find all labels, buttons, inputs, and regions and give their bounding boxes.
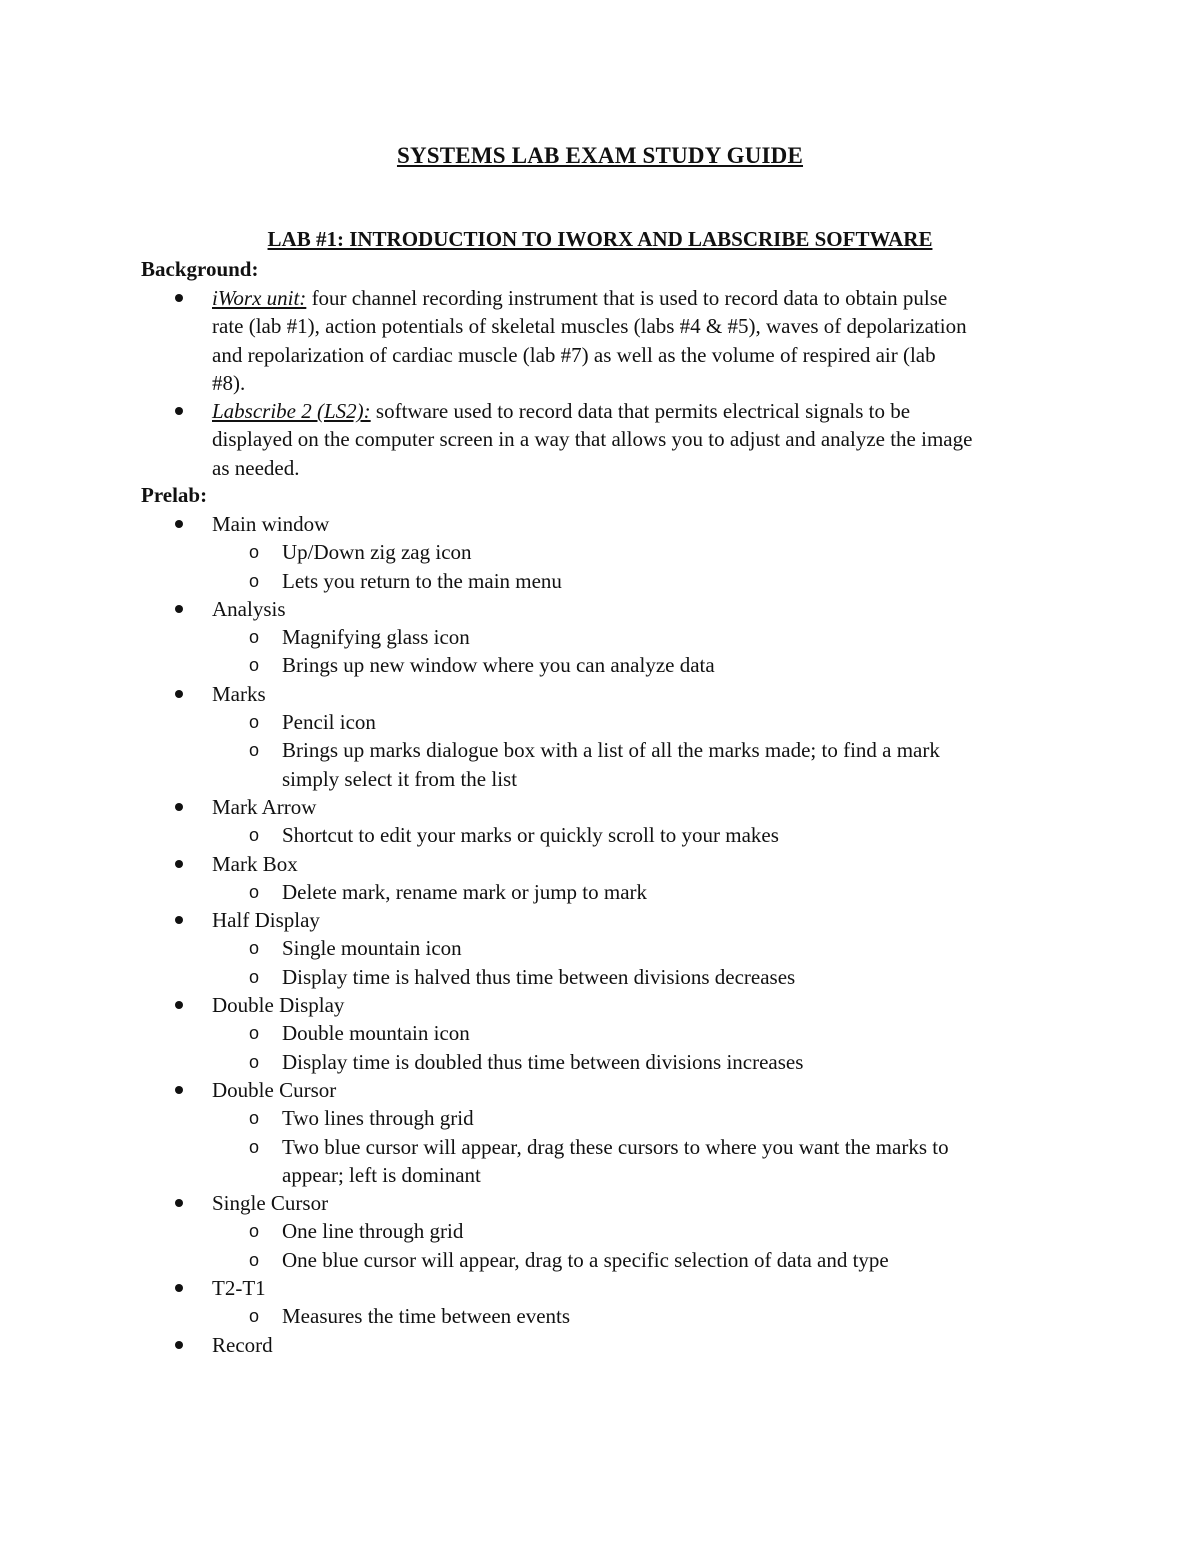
bullet-icon [175,690,183,698]
bullet-icon [175,1284,183,1292]
sub-bullet-icon: o [249,1051,260,1072]
sub-item-text: Delete mark, rename mark or jump to mark [282,879,648,904]
sub-item [0,878,1200,906]
sub-item-text: Measures the time between events [282,1304,571,1329]
sub-item [0,567,1200,595]
sub-item-text: Display time is doubled thus time between divisions increases [282,1049,804,1074]
list-item [0,397,1200,425]
sub-item [0,623,1200,651]
sub-bullet-icon: o [249,570,260,591]
list-item [0,850,1200,878]
list-item-label: Mark Arrow [212,794,317,819]
sub-bullet-icon: o [249,1249,260,1270]
list-item [0,906,1200,934]
prelab-heading: Prelab: [141,483,208,507]
list-item-label: Analysis [212,596,286,621]
sub-item-text: One line through grid [282,1219,464,1244]
list-item-label: Record [212,1332,273,1357]
sub-bullet-icon: o [249,881,260,902]
sub-item [0,1246,1200,1274]
list-item-continuation: and repolarization of cardiac muscle (lab #7) as well as the volume of respired air (lab [212,342,936,367]
sub-bullet-icon: o [249,740,260,761]
list-item-continuation: as needed. [212,455,300,480]
list-item [0,1331,1200,1359]
sub-bullet-icon: o [249,938,260,959]
sub-item [0,651,1200,679]
sub-item-continuation [0,765,1200,793]
sub-item-text: Shortcut to edit your marks or quickly scroll to your makes [282,823,779,848]
bullet-icon [175,916,183,924]
sub-item [0,736,1200,764]
bullet-icon [175,605,183,613]
sub-item-text: Brings up marks dialogue box with a list of all the marks made; to find a mark [282,738,940,763]
bullet-icon [175,1086,183,1094]
bullet-icon [175,1199,183,1207]
sub-bullet-icon: o [249,966,260,987]
sub-item-text: Lets you return to the main menu [282,568,562,593]
list-item-label: Double Display [212,993,345,1018]
document-title: SYSTEMS LAB EXAM STUDY GUIDE [396,143,804,168]
list-item-text: iWorx unit: four channel recording instrument that is used to record data to obtain pulse [212,286,948,310]
term-labscribe: Labscribe 2 (LS2): [212,399,371,424]
bullet-icon [175,294,183,302]
list-item-label: Main window [212,512,330,536]
list-item-continuation: #8). [212,370,246,395]
sub-item [0,821,1200,849]
sub-item [0,1133,1200,1161]
sub-item-text: Display time is halved thus time between divisions decreases [282,964,796,989]
list-item [0,793,1200,821]
list-item [0,595,1200,623]
bullet-icon [175,803,183,811]
list-item-continuation: displayed on the computer screen in a way that allows you to adjust and analyze the image [212,427,973,452]
sub-item-text: Single mountain icon [282,936,462,961]
prelab-list [0,510,1200,1359]
sub-item [0,538,1200,566]
sub-item [0,963,1200,991]
sub-item-text: Two blue cursor will appear, drag these cursors to where you want the marks to [282,1134,949,1159]
list-item [0,1189,1200,1217]
list-item [0,510,1200,538]
sub-item-text: simply select it from the list [282,766,518,791]
sub-bullet-icon: o [249,1108,260,1129]
lab-title: LAB #1: INTRODUCTION TO IWORX AND LABSCRIBE SOFTWARE [267,227,933,251]
sub-item-text: Double mountain icon [282,1021,470,1046]
list-item-label: Marks [212,681,266,706]
sub-item [0,708,1200,736]
bullet-icon [175,520,183,528]
list-item-label: Single Cursor [212,1191,329,1216]
sub-bullet-icon: o [249,627,260,648]
sub-bullet-icon: o [249,655,260,676]
list-item-label: T2-T1 [212,1276,266,1301]
sub-item [0,1302,1200,1330]
sub-item-text: Pencil icon [282,710,376,735]
bullet-icon [175,407,183,415]
sub-item [0,934,1200,962]
list-item-label: Half Display [212,908,320,933]
list-item [0,284,1200,312]
list-item-continuation: rate (lab #1), action potentials of skeletal muscles (labs #4 & #5), waves of depolarization [212,314,967,339]
sub-item-text: appear; left is dominant [282,1162,481,1187]
bullet-icon [175,1341,183,1349]
sub-item [0,1217,1200,1245]
sub-item-text: Two lines through grid [282,1106,474,1131]
sub-bullet-icon: o [249,1221,260,1242]
sub-bullet-icon: o [249,1023,260,1044]
sub-bullet-icon: o [249,1136,260,1157]
term-iworx: iWorx unit: [212,286,307,310]
sub-bullet-icon: o [249,1306,260,1327]
sub-item [0,1104,1200,1132]
sub-item-text: One blue cursor will appear, drag to a specific selection of data and type [282,1247,889,1272]
sub-item-text: Brings up new window where you can analyze data [282,653,715,678]
sub-item-text: Magnifying glass icon [282,625,470,650]
list-item-label: Mark Box [212,851,298,876]
list-item [0,1274,1200,1302]
sub-item [0,1019,1200,1047]
background-heading: Background: [141,257,259,281]
bullet-icon [175,860,183,868]
list-item-label: Double Cursor [212,1077,337,1102]
background-list [0,284,1200,482]
sub-bullet-icon: o [249,712,260,733]
sub-bullet-icon: o [249,825,260,846]
bullet-icon [175,1001,183,1009]
list-item [0,1076,1200,1104]
list-item-text: Labscribe 2 (LS2): software used to record data that permits electrical signals to be [212,399,911,424]
sub-item [0,1048,1200,1076]
list-item [0,991,1200,1019]
list-item [0,680,1200,708]
sub-item-continuation [0,1161,1200,1189]
sub-bullet-icon: o [249,542,260,563]
sub-item-text: Up/Down zig zag icon [282,540,472,565]
